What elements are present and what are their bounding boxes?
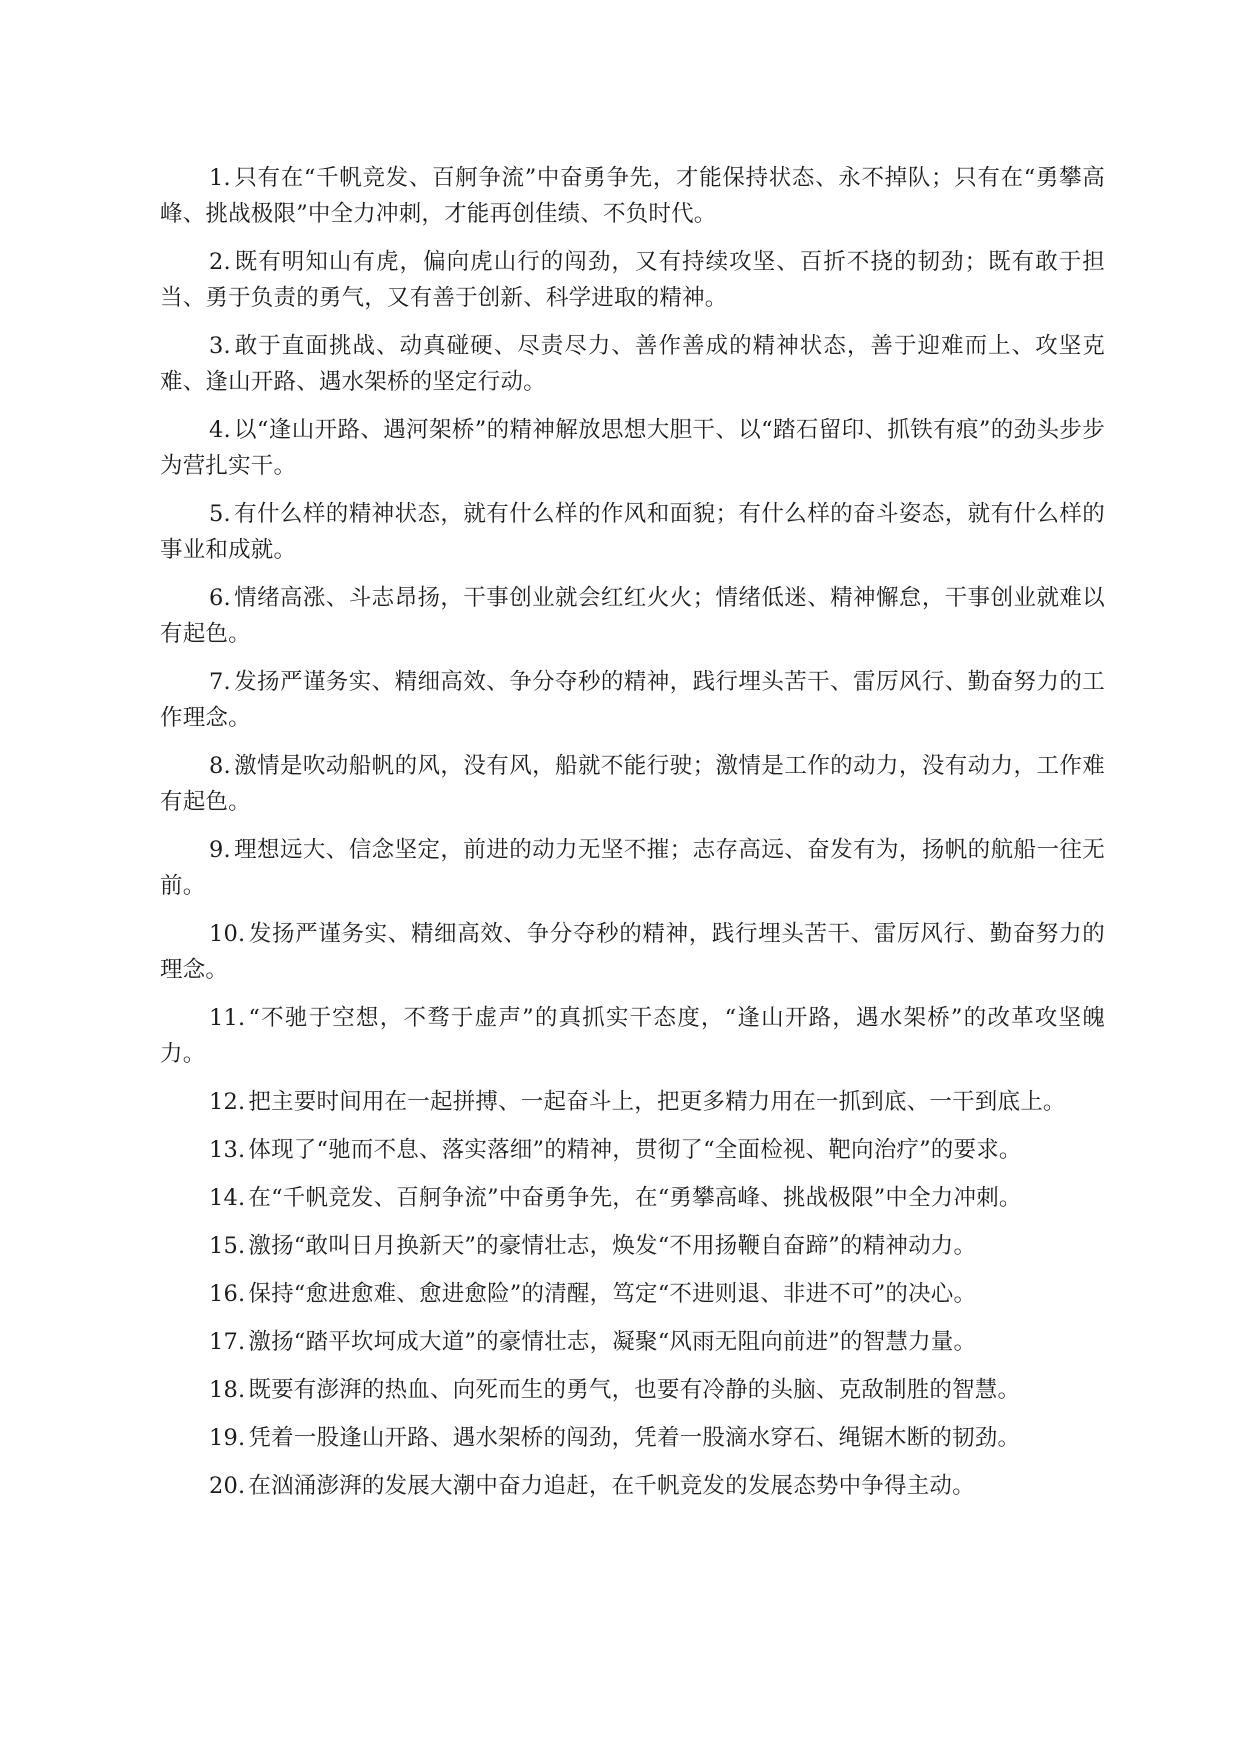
list-item <box>160 1000 1105 1072</box>
item-number: 19. <box>209 1425 246 1451</box>
list-item <box>160 160 1105 232</box>
item-number: 6. <box>209 585 231 611</box>
item-number: 5. <box>209 501 231 527</box>
list-item <box>160 1180 1105 1216</box>
item-number: 7. <box>209 669 231 695</box>
item-number: 14. <box>209 1185 246 1211</box>
item-number: 12. <box>209 1089 246 1115</box>
list-item <box>160 916 1105 988</box>
item-text: 发扬严谨务实、精细高效、争分夺秒的精神，践行埋头苦干、雷厉风行、勤奋努力的工作理念。 <box>160 669 1105 731</box>
item-text: 有什么样的精神状态，就有什么样的作风和面貌；有什么样的奋斗姿态，就有什么样的事业和成就。 <box>160 501 1105 563</box>
list-item <box>160 580 1105 652</box>
item-text: 理想远大、信念坚定，前进的动力无坚不摧；志存高远、奋发有为，扬帆的航船一往无前。 <box>160 837 1105 899</box>
item-number: 18. <box>209 1377 246 1403</box>
list-item <box>160 1420 1105 1456</box>
item-number: 17. <box>209 1329 246 1355</box>
item-number: 8. <box>209 753 231 779</box>
item-text: 凭着一股逢山开路、遇水架桥的闯劲，凭着一股滴水穿石、绳锯木断的韧劲。 <box>248 1425 1021 1451</box>
item-text: 只有在“千帆竞发、百舸争流”中奋勇争先，才能保持状态、永不掉队；只有在“勇攀高峰、挑战极限”中全力冲刺，才能再创佳绩、不负时代。 <box>160 165 1105 227</box>
item-text: 体现了“驰而不息、落实落细”的精神，贯彻了“全面检视、靶向治疗”的要求。 <box>248 1137 1022 1163</box>
item-number: 3. <box>209 333 231 359</box>
item-text: 以“逢山开路、遇河架桥”的精神解放思想大胆干、以“踏石留印、抓铁有痕”的劲头步步为营扎实干。 <box>160 417 1105 479</box>
item-number: 4. <box>209 417 231 443</box>
list-item <box>160 1468 1105 1504</box>
list-item <box>160 496 1105 568</box>
document-body <box>160 160 1105 1516</box>
list-item <box>160 832 1105 904</box>
item-text: 发扬严谨务实、精细高效、争分夺秒的精神，践行埋头苦干、雷厉风行、勤奋努力的理念。 <box>160 921 1105 983</box>
list-item <box>160 1132 1105 1168</box>
list-item <box>160 664 1105 736</box>
item-number: 1. <box>209 165 231 191</box>
list-item <box>160 1276 1105 1312</box>
list-item <box>160 1372 1105 1408</box>
list-item <box>160 244 1105 316</box>
item-text: 既要有澎湃的热血、向死而生的勇气，也要有冷静的头脑、克敌制胜的智慧。 <box>248 1377 1021 1403</box>
item-number: 20. <box>209 1473 246 1499</box>
item-number: 13. <box>209 1137 246 1163</box>
item-text: 情绪高涨、斗志昂扬，干事创业就会红红火火；情绪低迷、精神懈怠，干事创业就难以有起色。 <box>160 585 1105 647</box>
item-number: 10. <box>209 921 246 947</box>
list-item <box>160 1084 1105 1120</box>
item-text: 在汹涌澎湃的发展大潮中奋力追赶，在千帆竞发的发展态势中争得主动。 <box>248 1473 975 1499</box>
item-number: 9. <box>209 837 231 863</box>
item-text: 既有明知山有虎，偏向虎山行的闯劲，又有持续攻坚、百折不挠的韧劲；既有敢于担当、勇于负责的勇气，又有善于创新、科学进取的精神。 <box>160 249 1105 311</box>
list-item <box>160 1324 1105 1360</box>
item-text: 敢于直面挑战、动真碰硬、尽责尽力、善作善成的精神状态，善于迎难而上、攻坚克难、逢山开路、遇水架桥的坚定行动。 <box>160 333 1105 395</box>
list-item <box>160 748 1105 820</box>
list-item <box>160 328 1105 400</box>
item-text: 保持“愈进愈难、愈进愈险”的清醒，笃定“不进则退、非进不可”的决心。 <box>248 1281 977 1307</box>
list-item <box>160 412 1105 484</box>
item-number: 15. <box>209 1233 246 1259</box>
item-text: “不驰于空想，不骛于虚声”的真抓实干态度，“逢山开路，遇水架桥”的改革攻坚魄力。 <box>160 1005 1105 1067</box>
item-number: 11. <box>209 1005 246 1031</box>
item-number: 2. <box>209 249 231 275</box>
item-number: 16. <box>209 1281 246 1307</box>
item-text: 激情是吹动船帆的风，没有风，船就不能行驶；激情是工作的动力，没有动力，工作难有起色。 <box>160 753 1105 815</box>
list-item <box>160 1228 1105 1264</box>
item-text: 激扬“踏平坎坷成大道”的豪情壮志，凝聚“风雨无阻向前进”的智慧力量。 <box>248 1329 977 1355</box>
item-text: 激扬“敢叫日月换新天”的豪情壮志，焕发“不用扬鞭自奋蹄”的精神动力。 <box>248 1233 977 1259</box>
item-text: 在“千帆竞发、百舸争流”中奋勇争先，在“勇攀高峰、挑战极限”中全力冲刺。 <box>248 1185 1022 1211</box>
item-text: 把主要时间用在一起拼搏、一起奋斗上，把更多精力用在一抓到底、一干到底上。 <box>248 1089 1066 1115</box>
